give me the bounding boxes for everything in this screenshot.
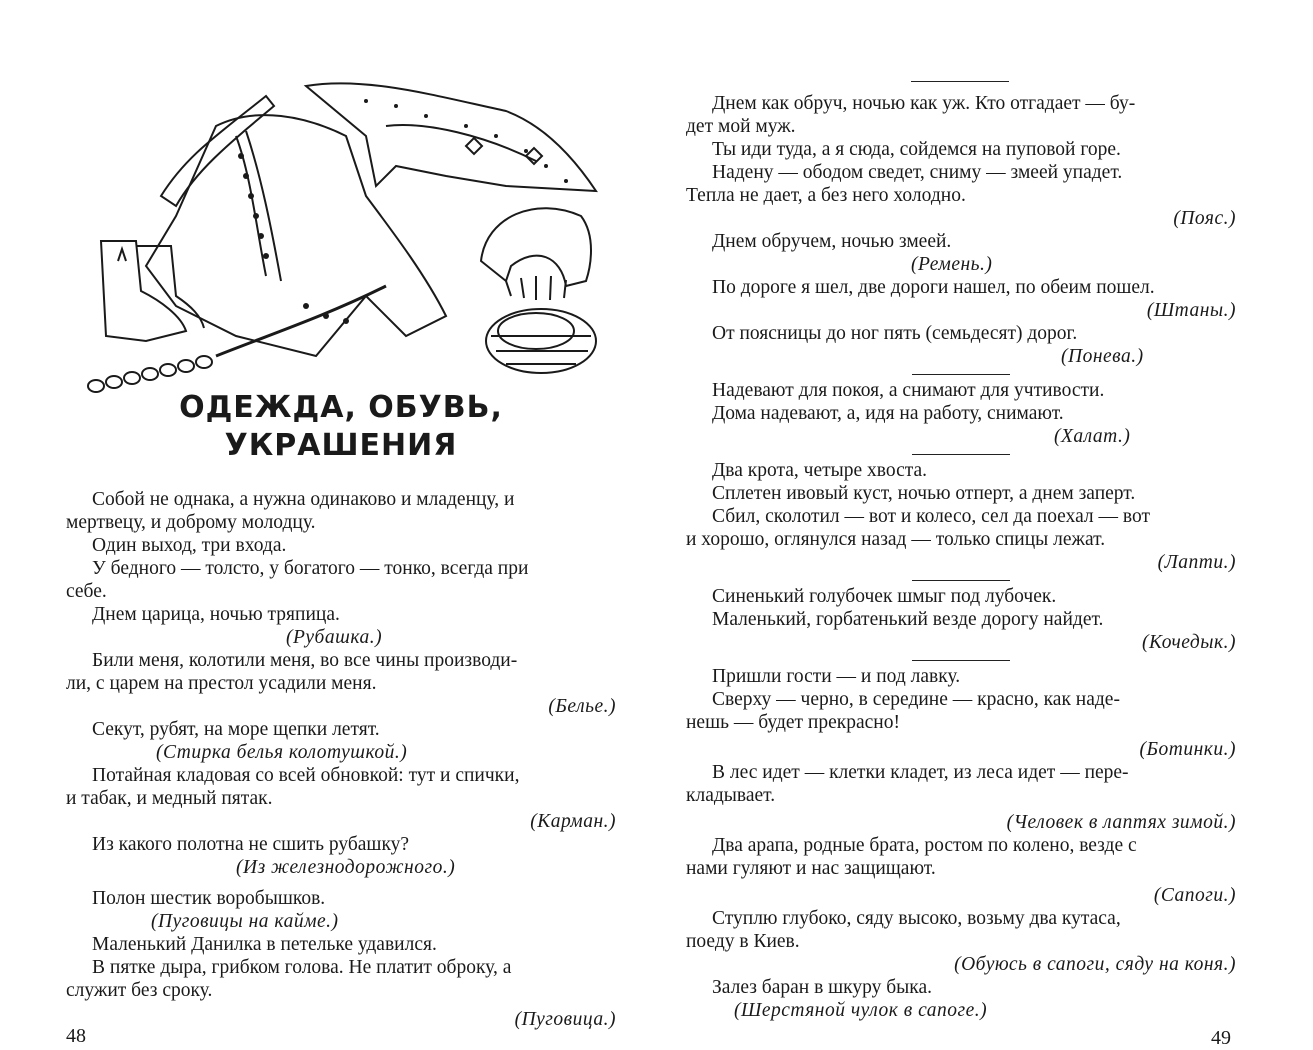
- text-line: нами гуляют и нас защищают.: [686, 858, 936, 879]
- text-line: В пятке дыра, грибком голова. Не платит оброку, а: [92, 957, 512, 978]
- answer-line: (Понева.): [1061, 346, 1144, 367]
- text-line: От поясницы до ног пять (семьдесят) дорог.: [712, 323, 1078, 344]
- text-line: Днем обручем, ночью змеей.: [712, 231, 952, 252]
- text-line: и хорошо, оглянулся назад — только спицы лежат.: [686, 529, 1106, 550]
- text-line: По дороге я шел, две дороги нашел, по обеим пошел.: [712, 277, 1155, 298]
- text-line: Два арапа, родные брата, ростом по колено, везде с: [712, 835, 1137, 856]
- answer-line: (Из железнодорожного.): [236, 857, 456, 878]
- text-line: Надевают для покоя, а снимают для учтивости.: [712, 380, 1105, 401]
- text-line: Из какого полотна не сшить рубашку?: [92, 834, 410, 855]
- answer-line: (Карман.): [530, 811, 616, 832]
- separator-rule: [912, 660, 1010, 661]
- text-line: Дома надевают, а, идя на работу, снимают.: [712, 403, 1064, 424]
- answer-line: (Штаны.): [1146, 300, 1236, 321]
- chapter-title-line2: УКРАШЕНИЯ: [224, 428, 458, 463]
- text-line: Секут, рубят, на море щепки летят.: [92, 719, 380, 740]
- text-line: Сплетен ивовый куст, ночью отперт, а днем заперт.: [712, 483, 1136, 504]
- answer-line: (Пуговица.): [514, 1009, 616, 1030]
- shawl: [306, 83, 596, 191]
- text-line: и табак, и медный пятак.: [66, 788, 273, 809]
- answer-line: (Ботинки.): [1139, 739, 1236, 760]
- text-line: Полон шестик воробышков.: [92, 888, 326, 909]
- answer-line: (Халат.): [1054, 426, 1131, 447]
- text-line: Сбил, сколотил — вот и колесо, сел да поехал — вот: [712, 506, 1150, 527]
- text-line: нешь — будет прекрасно!: [686, 712, 900, 733]
- text-line: Залез баран в шкуру быка.: [712, 977, 932, 998]
- kokoshnik: [481, 208, 591, 286]
- chapter-title-line1: ОДЕЖДА, ОБУВЬ,: [179, 390, 503, 425]
- text-line: кладывает.: [686, 785, 776, 806]
- text-line: Тепла не дает, а без него холодно.: [686, 185, 966, 206]
- text-line: Маленький Данилка в петельке удавился.: [92, 934, 437, 955]
- answer-line: (Лапти.): [1157, 552, 1236, 573]
- text-line: Пришли гости — и под лавку.: [712, 666, 961, 687]
- left-page: [0, 0, 656, 1045]
- answer-line: (Сапоги.): [1153, 885, 1236, 906]
- text-line: Маленький, горбатенький везде дорогу найдет.: [712, 609, 1104, 630]
- answer-line: (Пояс.): [1173, 208, 1236, 229]
- text-line: дет мой муж.: [686, 116, 796, 137]
- answer-line: (Стирка белья колотушкой.): [156, 742, 408, 763]
- text-line: ли, с царем на престол усадили меня.: [66, 673, 377, 694]
- text-line: В лес идет — клетки кладет, из леса идет — пере-: [712, 762, 1129, 783]
- answer-line: (Белье.): [548, 696, 616, 717]
- answer-line: (Пуговицы на кайме.): [151, 911, 339, 932]
- text-line: Два крота, четыре хвоста.: [712, 460, 928, 481]
- text-line: Один выход, три входа.: [92, 535, 287, 556]
- text-line: Сверху — черно, в середине — красно, как наде-: [712, 689, 1120, 710]
- answer-line: (Кочедык.): [1142, 632, 1236, 653]
- text-line: Днем как обруч, ночью как уж. Кто отгадает — бу-: [712, 93, 1136, 114]
- left-text-block: [66, 488, 616, 1031]
- separator-rule: [912, 580, 1010, 581]
- text-line: Били меня, колотили меня, во все чины производи-: [92, 650, 518, 671]
- separator-rule: [912, 454, 1010, 455]
- separator-rule: [911, 81, 1009, 82]
- sash: [161, 96, 274, 206]
- text-line: У бедного — толсто, у богатого — тонко, всегда при: [92, 558, 529, 579]
- text-line: Синенький голубочек шмыг под лубочек.: [712, 586, 1057, 607]
- page-number: 48: [66, 1025, 86, 1047]
- separator-rule: [912, 374, 1010, 375]
- right-text-block: [686, 92, 1236, 1022]
- bead-string: [88, 356, 212, 392]
- text-line: себе.: [66, 581, 107, 602]
- answer-line: (Рубашка.): [286, 627, 383, 648]
- text-line: Потайная кладовая со всей обновкой: тут и спички,: [92, 765, 520, 786]
- text-line: Ты иди туда, а я сюда, сойдемся на пуповой горе.: [712, 139, 1121, 160]
- text-line: Надену — ободом сведет, сниму — змеей упадет.: [712, 162, 1123, 183]
- text-line: поеду в Киев.: [686, 931, 800, 952]
- text-line: Ступлю глубоко, сяду высоко, возьму два кутаса,: [712, 908, 1121, 929]
- folk-clothing-illustration: [66, 66, 606, 396]
- answer-line: (Человек в лаптях зимой.): [1006, 812, 1236, 833]
- text-line: Днем царица, ночью тряпица.: [92, 604, 340, 625]
- shirt: [146, 115, 446, 356]
- text-line: мертвецу, и доброму молодцу.: [66, 512, 316, 533]
- page-number: 49: [1211, 1027, 1231, 1049]
- answer-line: (Ремень.): [911, 254, 993, 275]
- answer-line: (Обуюсь в сапоги, сяду на коня.): [954, 954, 1236, 975]
- text-line: служит без сроку.: [66, 980, 213, 1001]
- text-line: Собой не однака, а нужна одинаково и младенцу, и: [92, 489, 515, 510]
- right-page: [656, 0, 1313, 1049]
- boots: [101, 241, 186, 341]
- answer-line: (Шерстяной чулок в сапоге.): [734, 1000, 988, 1021]
